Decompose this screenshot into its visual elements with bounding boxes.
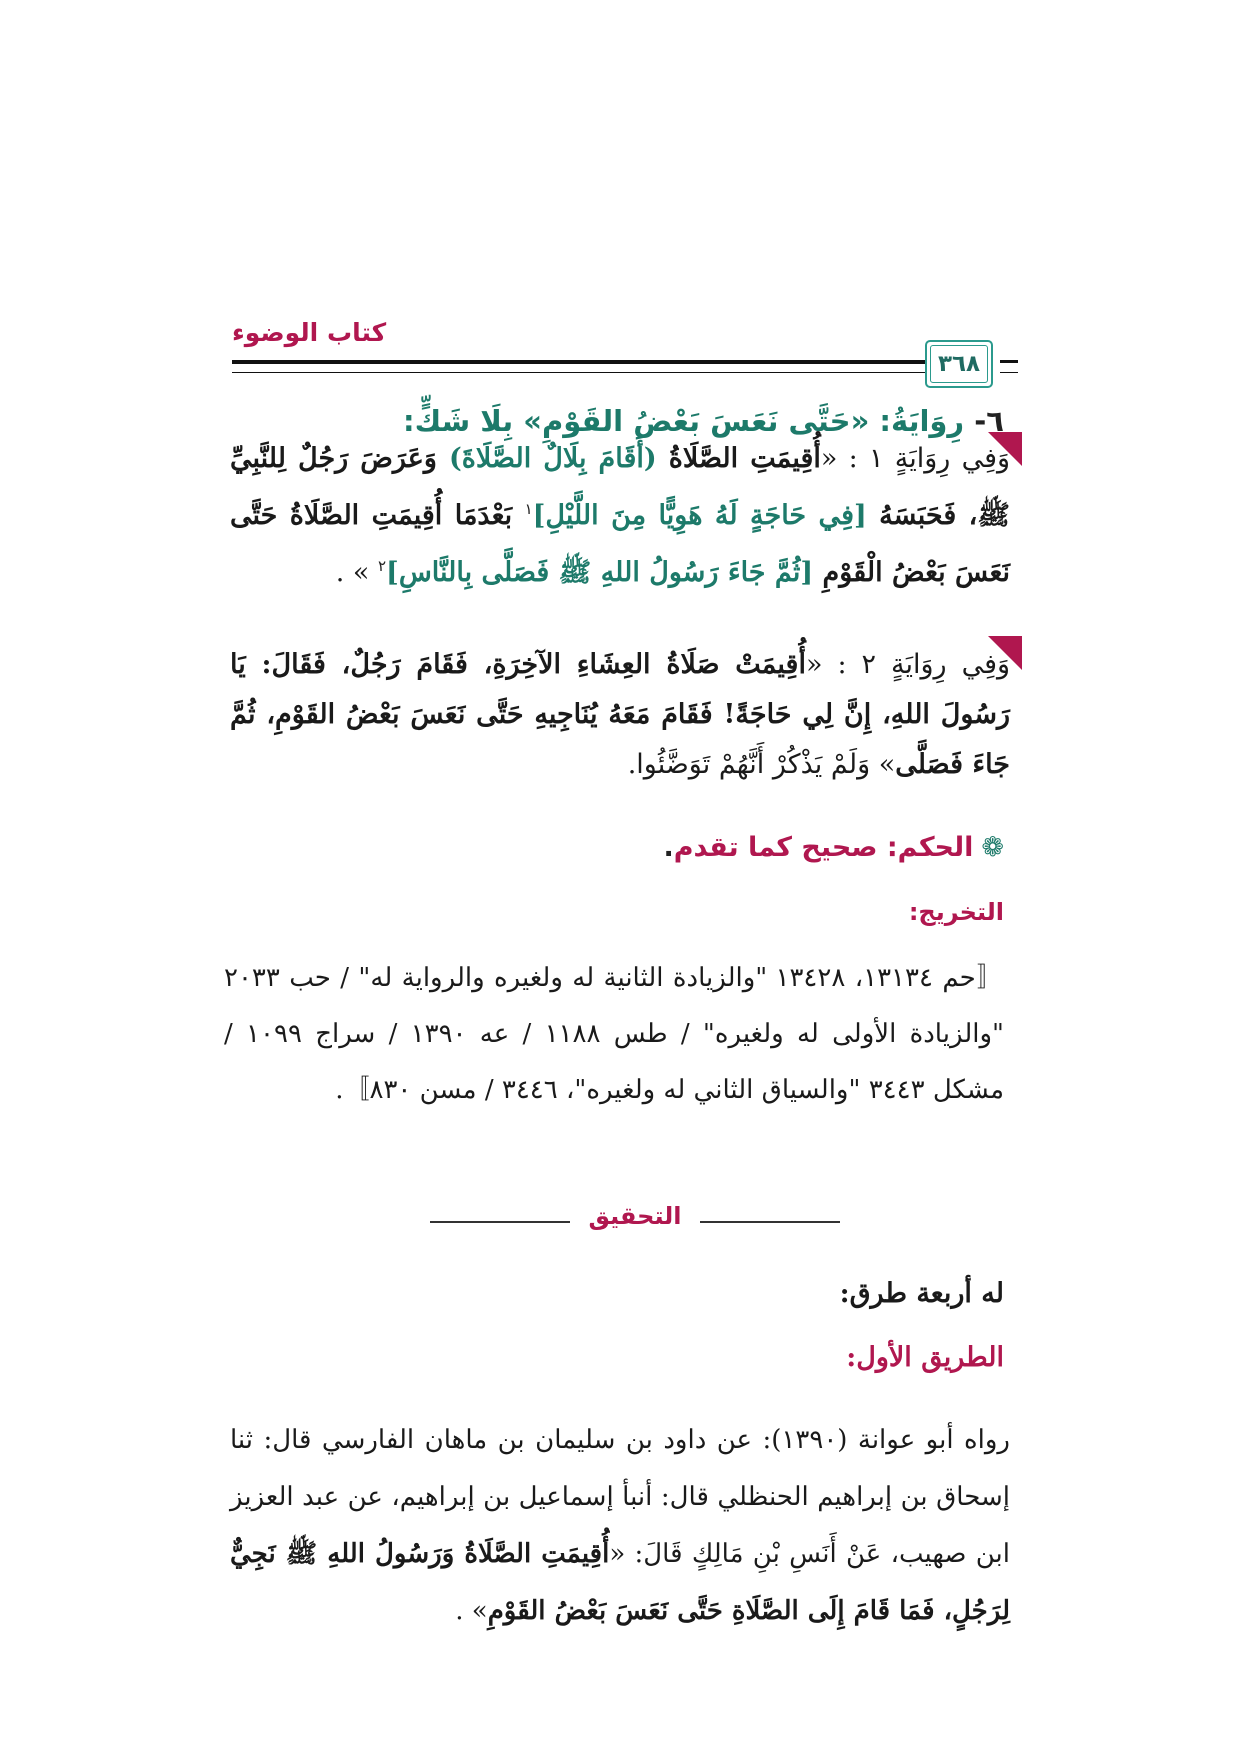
riwaya-1 xyxy=(230,434,1010,598)
page-number: ٣٦٨ xyxy=(930,345,988,383)
first-path-text xyxy=(230,1412,1010,1640)
book-title: كتاب الوضوء xyxy=(232,318,387,347)
first-path-isnad: رواه أبو عوانة (١٣٩٠): عن داود بن سليمان بن ماهان الفارسي قال: ثنا إسحاق بن إبراهيم الحنظلي قال: أنبأ إسماعيل بن إبراهيم، عن عبد العزيز ابن صهيب، عَنْ أَنَسِ بْنِ مَالِكٍ قَالَ: « xyxy=(230,1425,1010,1569)
divider-line-right xyxy=(700,1221,840,1223)
takhrij-text: 〚حم ١٣١٣٤، ١٣٤٢٨ "والزيادة الثانية له ولغيره والرواية له" / حب ٢٠٣٣ "والزيادة الأولى له ولغيره" / طس ١١٨٨ / عه ١٣٩٠ / سراج ١٠٩٩ / مشكل ٣٤٤٣ "والسياق الثاني له ولغيره"، ٣٤٤٦ / مسن ٨٣٠〛. xyxy=(224,963,1004,1105)
first-path-end: » . xyxy=(455,1596,488,1626)
riwaya-1-text-b: وَعَرَضَ رَجُلٌ لِلنَّبِيِّ ﷺ، فَحَبَسَهُ xyxy=(230,443,1010,531)
header-rule-tick-bottom xyxy=(1000,372,1018,373)
riwaya-1-intro: وَفِي رِوَايَةٍ ١ : « xyxy=(820,443,1011,474)
divider-line-left xyxy=(430,1221,570,1223)
ruling-label: الحكم: xyxy=(886,832,974,863)
riwaya-2-end: » وَلَمْ يَذْكُرْ أَنَّهُمْ تَوَضَّئُوا. xyxy=(627,749,896,780)
header-rule-tick-top xyxy=(1000,360,1018,363)
ruling-value: صحيح كما تقدم xyxy=(673,832,878,863)
header-rule-thick xyxy=(232,360,992,364)
section-title: رِوَايَةُ: «حَتَّى نَعَسَ بَعْضُ القَوْمِ» بِلَا شَكٍّ: xyxy=(403,404,965,438)
first-path-matn: أُقِيمَتِ الصَّلَاةُ وَرَسُولُ اللهِ ﷺ نَجِيٌّ لِرَجُلٍ، فَمَا قَامَ إِلَى الصَّلَاةِ حَتَّى نَعَسَ بَعْضُ القَوْمِ xyxy=(230,1539,1010,1626)
header-rule-thin xyxy=(232,372,992,373)
page-number-box xyxy=(925,340,993,388)
footnote-ref-2: ٢ xyxy=(377,557,387,575)
riwaya-1-addition-c: [ثُمَّ جَاءَ رَسُولُ اللهِ ﷺ فَصَلَّى بِالنَّاسِ] xyxy=(386,557,814,588)
section-number: ٦- xyxy=(974,404,1004,438)
riwaya-2 xyxy=(230,640,1010,790)
takhrij-label: التخريج: xyxy=(908,898,1004,926)
paths-count: له أربعة طرق: xyxy=(839,1278,1004,1309)
flower-icon: ❁ xyxy=(981,832,1004,863)
riwaya-1-addition-b: [فِي حَاجَةٍ لَهُ هَوِيًّا مِنَ اللَّيْلِ] xyxy=(532,500,867,531)
riwaya-2-intro: وَفِي رِوَايَةٍ ٢ : « xyxy=(805,649,1011,680)
divider-title: التحقيق xyxy=(588,1202,682,1230)
riwaya-1-end: » . xyxy=(335,557,378,588)
first-path-heading: الطريق الأول: xyxy=(846,1342,1004,1373)
riwaya-1-addition-a: (أَقَامَ بِلَالٌ الصَّلَاةَ) xyxy=(449,443,657,474)
ruling-dot: . xyxy=(663,832,674,863)
riwaya-1-text-c: بَعْدَمَا أُقِيمَتِ الصَّلَاةُ حَتَّى نَعَسَ بَعْضُ الْقَوْمِ xyxy=(230,500,1010,588)
section-heading xyxy=(224,404,1004,438)
riwaya-1-text-a: أُقِيمَتِ الصَّلَاةُ xyxy=(656,443,821,474)
riwaya-2-text: أُقِيمَتْ صَلَاةُ العِشَاءِ الآخِرَةِ، فَقَامَ رَجُلٌ، فَقَالَ: يَا رَسُولَ اللهِ، إِنَّ لِي حَاجَةً! فَقَامَ مَعَهُ يُنَاجِيهِ حَتَّى نَعَسَ بَعْضُ القَوْمِ، ثُمَّ جَاءَ فَصَلَّى xyxy=(230,649,1010,780)
ruling xyxy=(224,832,1004,863)
footnote-ref-1: ١ xyxy=(524,500,533,518)
